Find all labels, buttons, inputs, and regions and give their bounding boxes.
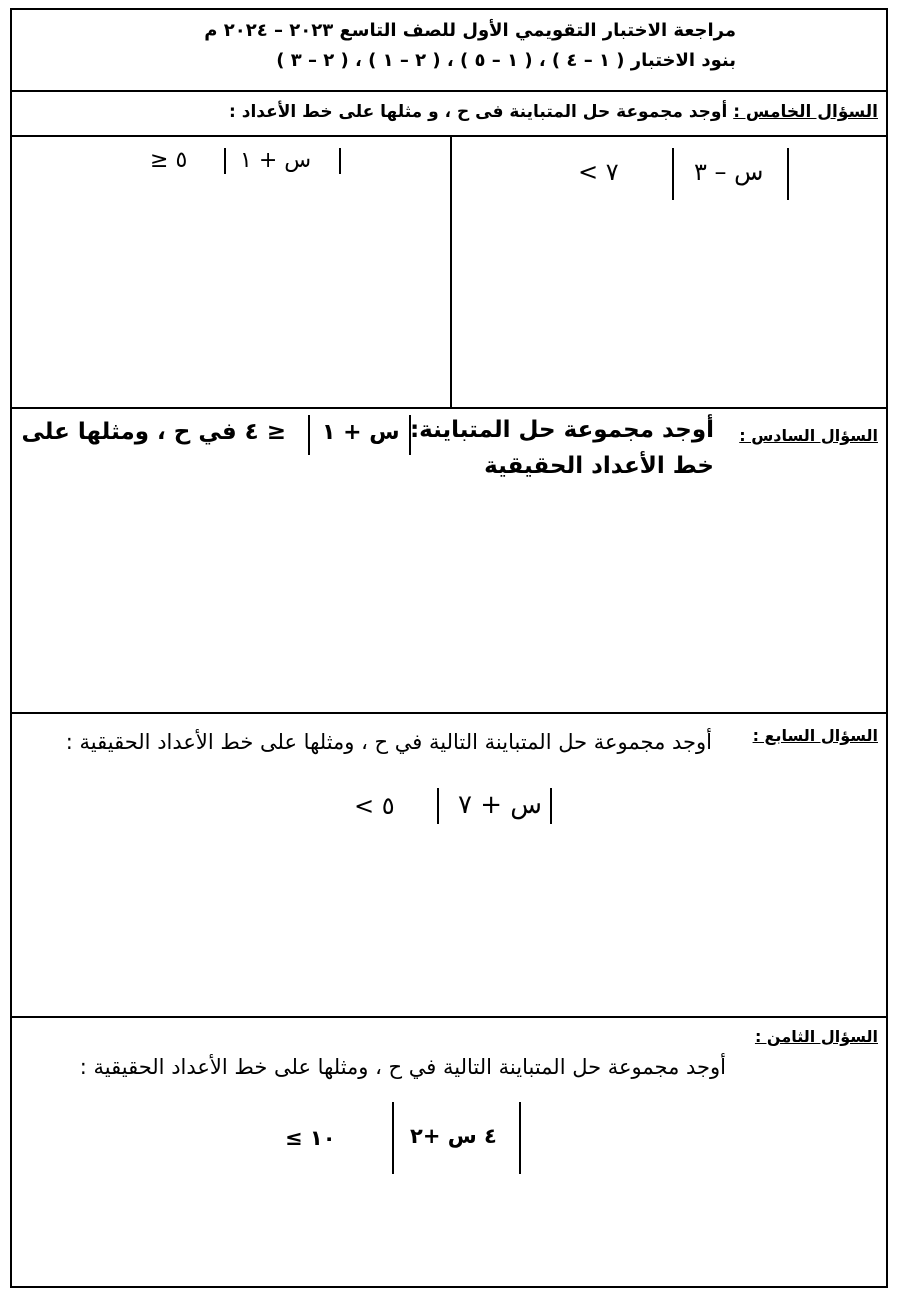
q6-relation: ≤ ٤ في ح ، ومثلها على: [21, 419, 286, 445]
review-sheet: [10, 8, 888, 1288]
abs-bar-left: [308, 415, 310, 455]
divider: [12, 135, 886, 137]
q7-relation: < ٥: [354, 792, 395, 820]
q6-expr: س + ١: [322, 420, 400, 445]
q8-label: السؤال الثامن :: [754, 1027, 878, 1046]
abs-bar-left: [224, 148, 226, 174]
page-title: مراجعة الاختبار التقويمي الأول للصف التاسع ٢٠٢٣ – ٢٠٢٤ م: [204, 20, 736, 41]
q5-left-expr: س + ١: [240, 148, 312, 173]
abs-bar-right: [519, 1102, 521, 1174]
q5-heading: [229, 102, 878, 122]
q7-text: أوجد مجموعة حل المتباينة التالية في ح ، ومثلها على خط الأعداد الحقيقية :: [65, 730, 712, 754]
q6-label: السؤال السادس :: [739, 426, 878, 445]
abs-bar-left: [392, 1102, 394, 1174]
test-items-line: بنود الاختبار ( ١ – ٤ ) ، ( ١ – ٥ ) ، ( ٢ – ١ ) ، ( ٢ – ٣ ): [276, 50, 736, 71]
q5-label: السؤال الخامس :: [733, 102, 878, 122]
q7-expr: س + ٧: [458, 790, 543, 820]
abs-bar-right: [787, 148, 789, 200]
divider: [12, 90, 886, 92]
column-divider: [450, 135, 452, 407]
q5-right-expr: س – ٣: [694, 158, 764, 186]
q8-expr: ٤ س +٢: [410, 1124, 497, 1148]
divider: [12, 712, 886, 714]
abs-bar-right: [550, 788, 552, 824]
q8-relation: ≤ ١٠: [285, 1126, 336, 1150]
divider: [12, 1016, 886, 1018]
q5-right-relation: < ٧: [578, 158, 619, 186]
abs-bar-left: [437, 788, 439, 824]
abs-bar-right: [339, 148, 341, 174]
q8-text: أوجد مجموعة حل المتباينة التالية في ح ، ومثلها على خط الأعداد الحقيقية :: [79, 1055, 726, 1079]
q5-text: أوجد مجموعة حل المتباينة فى ح ، و مثلها على خط الأعداد :: [229, 102, 728, 122]
q6-text-continued: خط الأعداد الحقيقية: [484, 453, 714, 479]
abs-bar-left: [672, 148, 674, 200]
q5-left-relation: ≥ ٥: [150, 148, 188, 173]
q7-label: السؤال السابع :: [752, 726, 878, 745]
abs-bar-right: [409, 415, 411, 455]
q6-text: أوجد مجموعة حل المتباينة:: [409, 417, 714, 443]
divider: [12, 407, 886, 409]
